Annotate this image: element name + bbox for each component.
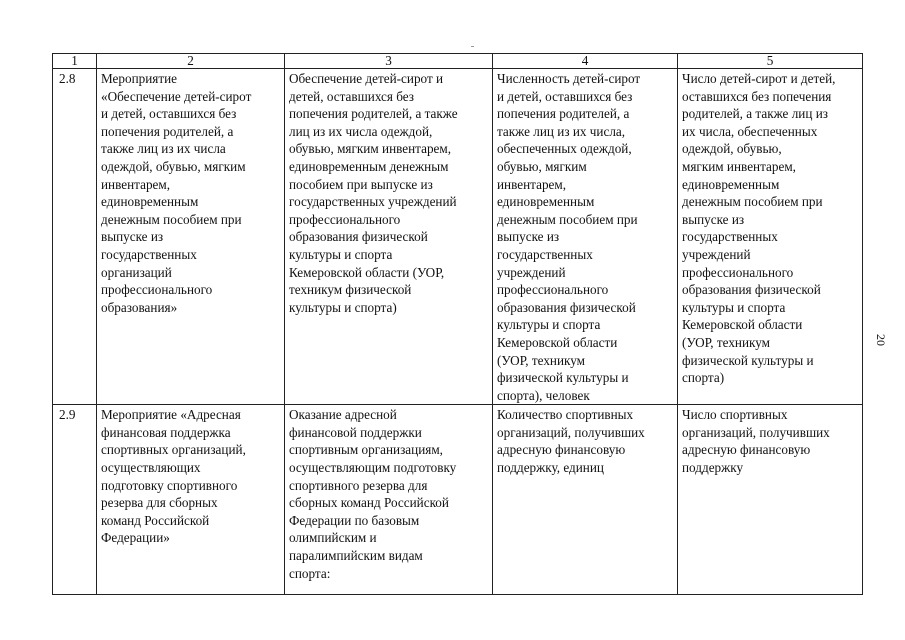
event-name-cell: Мероприятие «Адресная финансовая поддержка спортивных организаций, осуществляющих подготовку спортивного резерва для сборных команд Российской Федерации» <box>97 405 285 595</box>
header-cell-4: 4 <box>493 54 678 69</box>
table-header-row <box>53 54 863 69</box>
header-cell-2: 2 <box>97 54 285 69</box>
header-cell-1: 1 <box>53 54 97 69</box>
event-description-cell: Оказание адресной финансовой поддержки спортивным организациям, осуществляющим подготовку спортивного резерва для сборных команд Российской Федерации по базовым олимпийским и паралимпийским видам спорта: <box>285 405 493 595</box>
row-number: 2.9 <box>53 405 97 595</box>
scan-mark <box>471 43 474 47</box>
indicator-formula-cell: Число спортивных организаций, получивших адресную финансовую поддержку <box>678 405 863 595</box>
row-number: 2.8 <box>53 69 97 405</box>
table-row <box>53 405 863 595</box>
header-cell-5: 5 <box>678 54 863 69</box>
header-cell-3: 3 <box>285 54 493 69</box>
indicator-name-cell: Количество спортивных организаций, получивших адресную финансовую поддержку, единиц <box>493 405 678 595</box>
event-description-cell: Обеспечение детей-сирот и детей, оставшихся без попечения родителей, а также лиц из их числа одеждой, обувью, мягким инвентарем, единовременным денежным пособием при выпуске из государственных учреждений профессионального образования физической культуры и спорта Кемеровской области (УОР, техникум физической культуры и спорта) <box>285 69 493 405</box>
measures-table <box>52 53 863 595</box>
indicator-name-cell: Численность детей-сирот и детей, оставшихся без попечения родителей, а также лиц из их числа, обеспеченных одеждой, обувью, мягким инвентарем, единовременным денежным пособием при выпуске из государственных учреждений профессионального образования физической культуры и спорта Кемеровской области (УОР, техникум физической культуры и спорта), человек <box>493 69 678 405</box>
event-name-cell: Мероприятие «Обеспечение детей-сирот и детей, оставшихся без попечения родителей, а также лиц из их числа одеждой, обувью, мягким инвентарем, единовременным денежным пособием при выпуске из государственных организаций профессионального образования» <box>97 69 285 405</box>
indicator-formula-cell: Число детей-сирот и детей, оставшихся без попечения родителей, а также лиц из их числа, обеспеченных одеждой, обувью, мягким инвентарем, единовременным денежным пособием при выпуске из государственных учреждений профессионального образования физической культуры и спорта Кемеровской области (УОР, техникум физической культуры и спорта) <box>678 69 863 405</box>
table-row <box>53 69 863 405</box>
page-number: 20 <box>874 334 888 346</box>
